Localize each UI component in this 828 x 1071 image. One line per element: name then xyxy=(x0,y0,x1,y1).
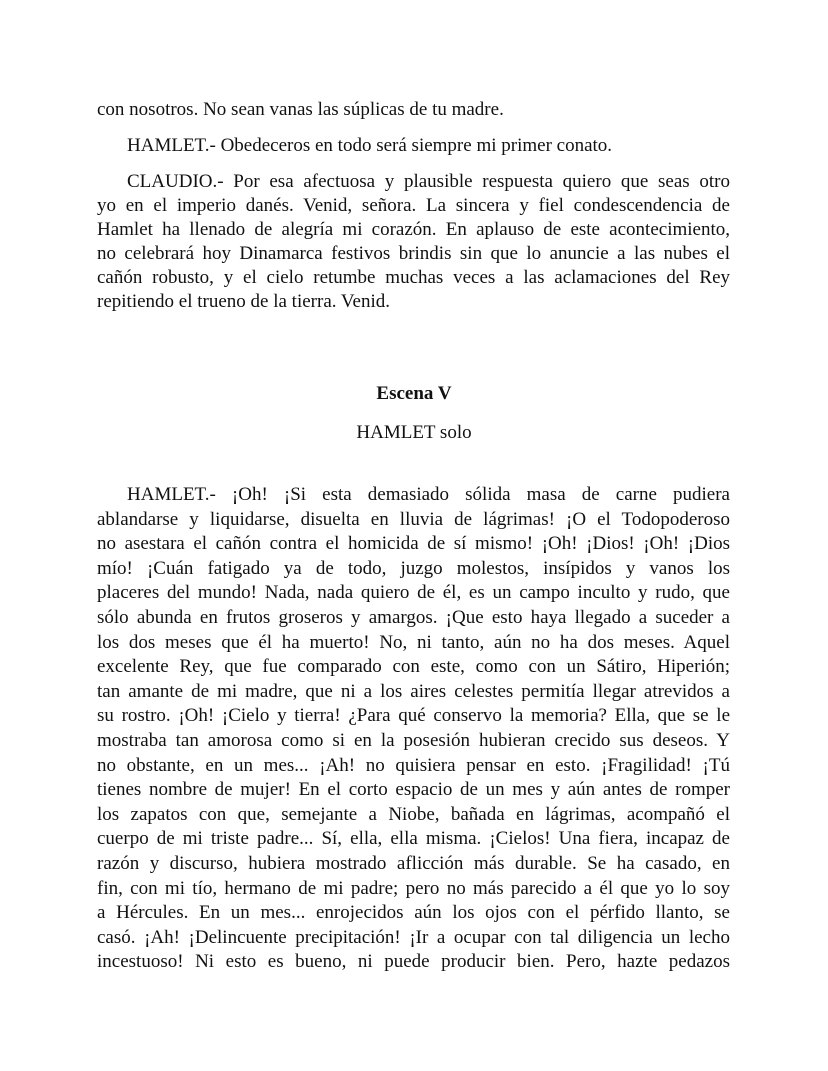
text-line: incestuoso! Ni esto es bueno, ni puede producir bien. Pero, hazte pedazos xyxy=(97,951,730,973)
text-line: mostraba tan amorosa como si en la posesión hubieran crecido sus deseos. Y xyxy=(97,729,730,751)
text-line: a Hércules. En un mes... enrojecidos aún los ojos con el pérfido llanto, se xyxy=(97,902,730,924)
text-line: sólo abunda en frutos groseros y amargos. ¡Que esto haya llegado a suceder a xyxy=(97,606,730,628)
text-line: HAMLET.- ¡Oh! ¡Si esta demasiado sólida masa de carne pudiera xyxy=(127,484,730,505)
text-line: cuerpo de mi triste padre... Sí, ella, ella misma. ¡Cielos! Una fiera, incapaz de xyxy=(97,828,730,850)
text-line: tan amante de mi madre, que ni a los aires celestes permitía llegar atrevidos a xyxy=(97,680,730,702)
text-line: HAMLET.- Obedeceros en todo será siempre mi primer conato. xyxy=(127,135,613,156)
text-line: ablandarse y liquidarse, disuelta en lluvia de lágrimas! ¡O el Todopoderoso xyxy=(97,508,730,530)
text-line: los dos meses que él ha muerto! No, ni tanto, aún no ha dos meses. Aquel xyxy=(97,631,730,653)
text-line: con nosotros. No sean vanas las súplicas de tu madre. xyxy=(97,99,504,120)
text-line: fin, con mi tío, hermano de mi padre; pero no más parecido a él que yo lo soy xyxy=(97,877,730,899)
text-line: razón y discurso, hubiera mostrado aflicción más durable. Se ha casado, en xyxy=(97,852,730,874)
text-line: casó. ¡Ah! ¡Delincuente precipitación! ¡Ir a ocupar con tal diligencia un lecho xyxy=(97,926,730,948)
text-line: no obstante, en un mes... ¡Ah! no quisiera pensar en esto. ¡Fragilidad! ¡Tú xyxy=(97,754,730,776)
text-line: yo en el imperio danés. Venid, señora. La sincera y fiel condescendencia de xyxy=(97,195,730,216)
text-line: cañón robusto, y el cielo retumbe muchas veces a las aclamaciones del Rey xyxy=(97,267,730,288)
text-line: mío! ¡Cuán fatigado ya de todo, juzgo molestos, insípidos y vanos los xyxy=(97,557,730,579)
text-line: tienes nombre de mujer! En el corto espacio de un mes y aún antes de romper xyxy=(97,779,730,801)
paragraph-hamlet-reply xyxy=(97,134,730,158)
text-line: Hamlet ha llenado de alegría mi corazón. En aplauso de este acontecimiento, xyxy=(97,219,730,240)
text-line: placeres del mundo! Nada, nada quiero de él, es un campo inculto y rudo, que xyxy=(97,582,730,604)
text-line: no celebrará hoy Dinamarca festivos brindis sin que lo anuncie a las nubes el xyxy=(97,243,730,264)
paragraph-monologue xyxy=(97,483,730,975)
text-line: no asestara el cañón contra el homicida de sí mismo! ¡Oh! ¡Dios! ¡Oh! ¡Dios xyxy=(97,533,730,555)
paragraph-claudio xyxy=(97,170,730,314)
scene-subtitle: HAMLET solo xyxy=(356,422,472,443)
text-line: CLAUDIO.- Por esa afectuosa y plausible respuesta quiero que seas otro xyxy=(127,171,730,192)
text-line: los zapatos con que, semejante a Niobe, bañada en lágrimas, acompañó el xyxy=(97,803,730,825)
text-line: su rostro. ¡Oh! ¡Cielo y tierra! ¿Para qué conservo la memoria? Ella, que se le xyxy=(97,705,730,727)
paragraph-continuation xyxy=(97,98,730,122)
scene-title: Escena V xyxy=(376,383,452,404)
text-line: repitiendo el trueno de la tierra. Venid. xyxy=(97,291,390,312)
text-line: excelente Rey, que fue comparado con este, como con un Sátiro, Hiperión; xyxy=(97,656,730,678)
